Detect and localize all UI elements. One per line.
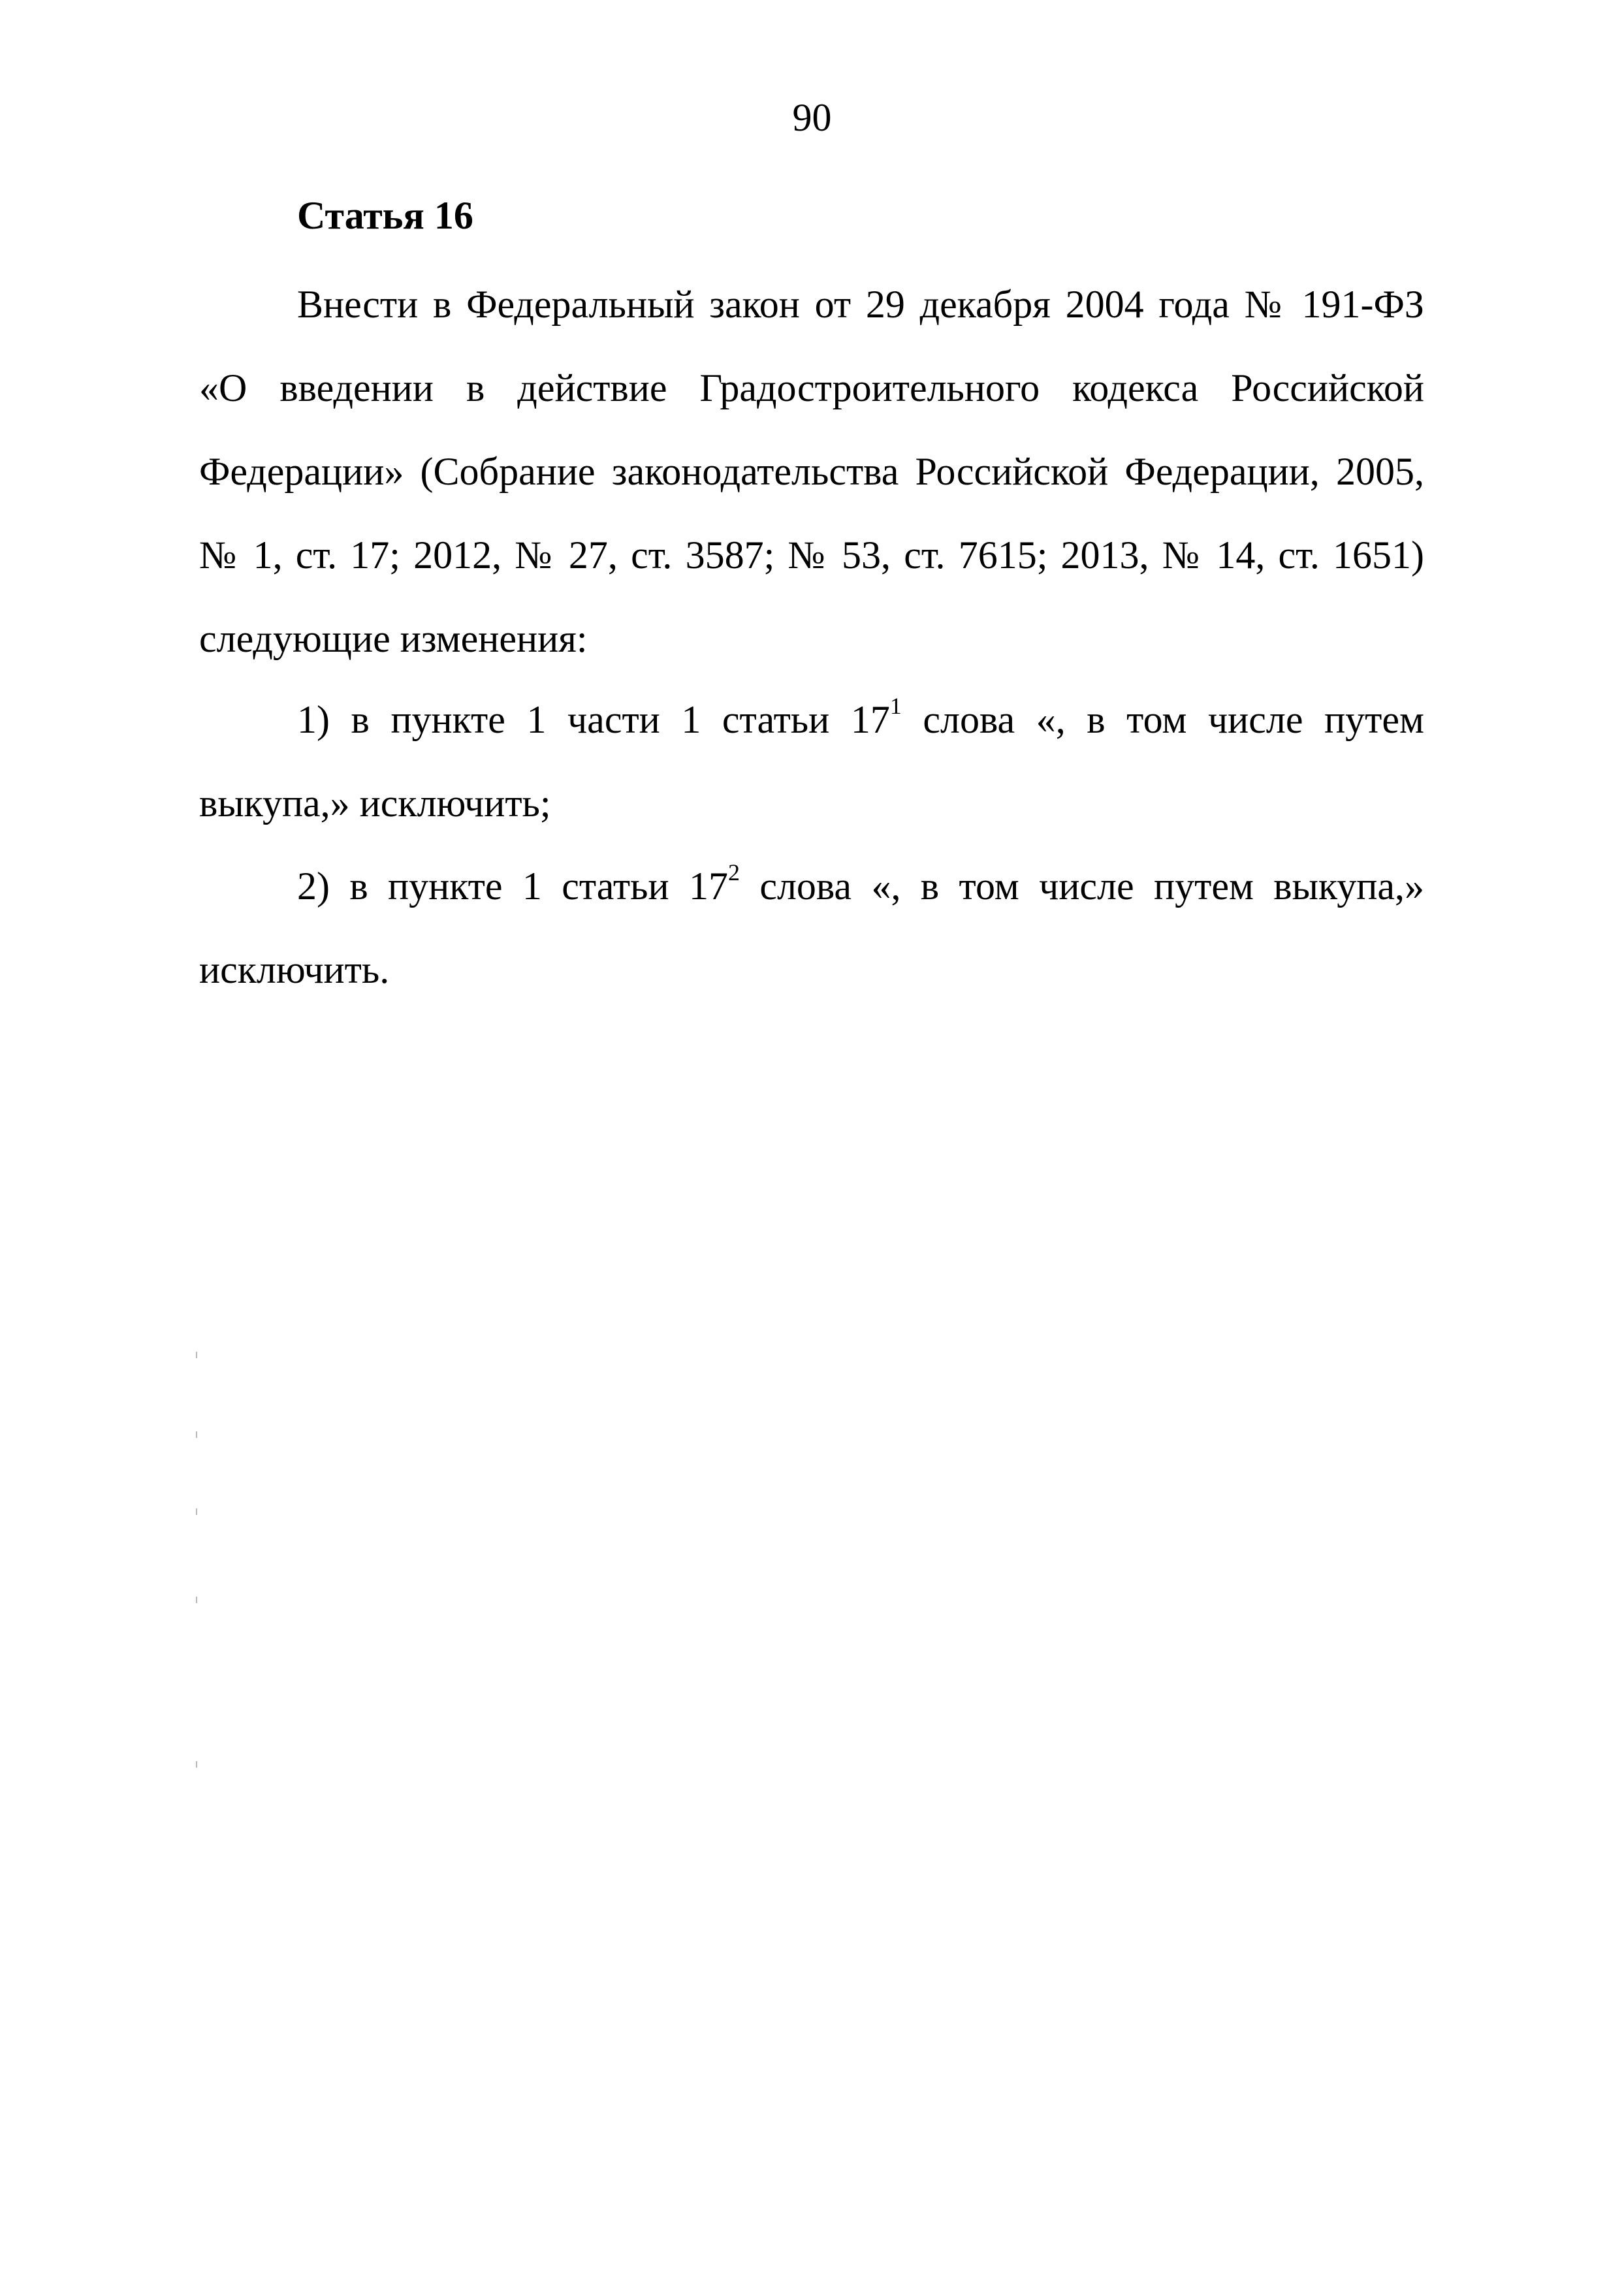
scan-artifact bbox=[196, 1597, 197, 1603]
article-title: Статья 16 bbox=[297, 194, 473, 237]
amendment-item-1-superscript: 1 bbox=[889, 693, 902, 719]
amendment-item-1-lead: 1) в пункте 1 части 1 статьи 17 bbox=[297, 698, 890, 741]
page-number: 90 bbox=[792, 96, 832, 139]
scan-artifact bbox=[196, 1431, 197, 1438]
amendment-item-2-lead: 2) в пункте 1 статьи 17 bbox=[297, 865, 728, 908]
scan-artifact bbox=[196, 1761, 197, 1768]
scan-artifact bbox=[196, 1352, 197, 1358]
amendment-item-1-tail: слова «, в том числе путем выкупа,» исключить; bbox=[199, 698, 1424, 825]
amendment-item-2-superscript: 2 bbox=[727, 859, 740, 885]
intro-paragraph: Внести в Федеральный закон от 29 декабря 2004 года № 191-ФЗ «О введении в действие Градостроительного кодекса Российской Федерации» (Собрание законодательства Российской Федерации, 2005, № 1, ст. 17; 2012, № 27, ст. 3587; № 53, ст. 7615; 2013, № 14, ст. 1651) следующие изменения: bbox=[199, 283, 1424, 660]
amendment-item-1 bbox=[199, 678, 1424, 845]
amendment-item-2 bbox=[199, 844, 1424, 1012]
scan-artifact bbox=[196, 1508, 197, 1515]
amendment-item-2-tail: слова «, в том числе путем выкупа,» исключить. bbox=[199, 865, 1424, 991]
